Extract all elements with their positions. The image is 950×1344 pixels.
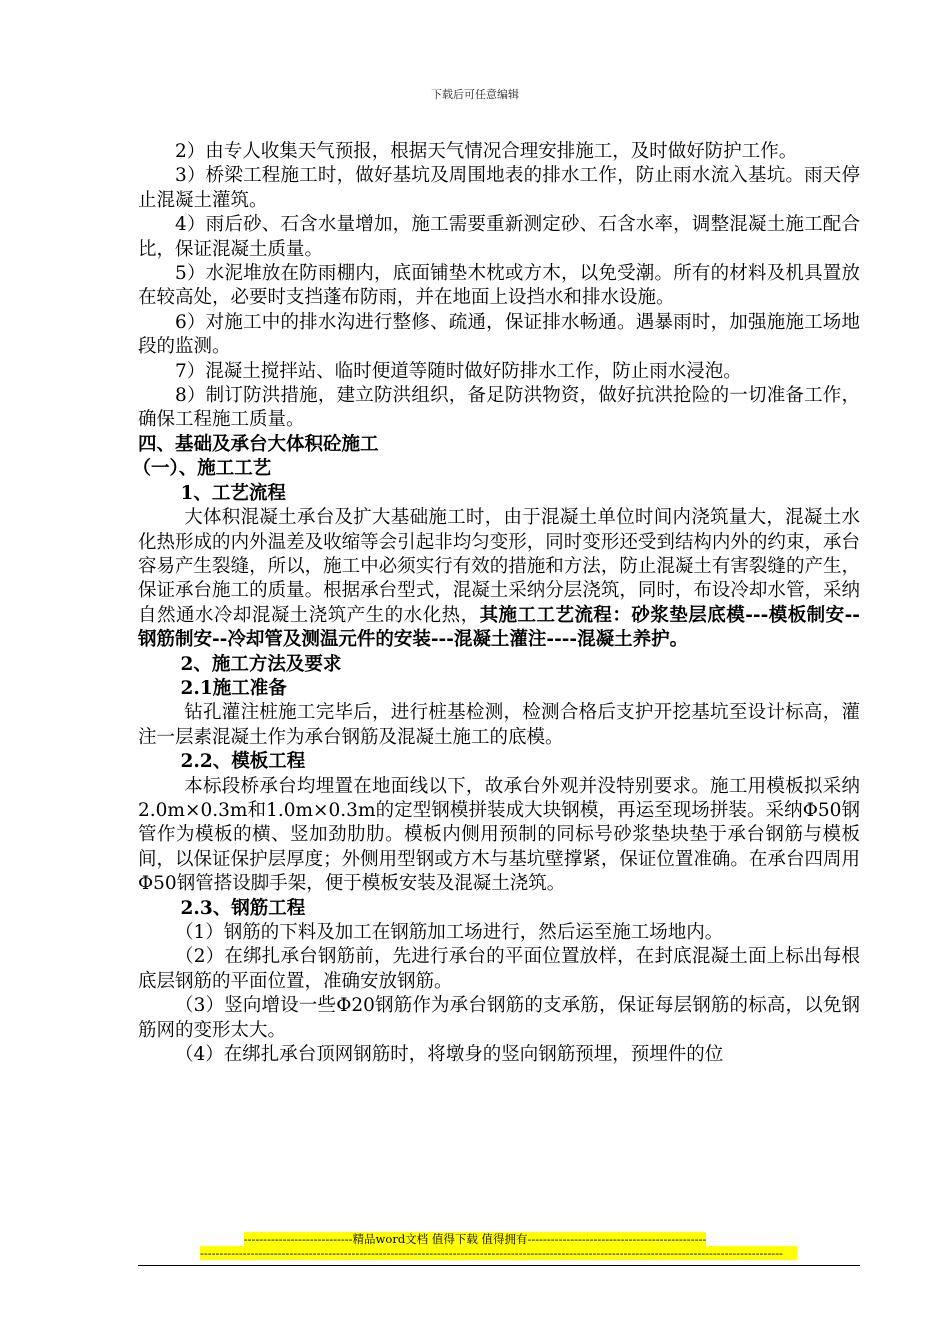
heading-rebar: 2.3、钢筋工程: [180, 897, 306, 919]
rebar-item-3: （3）竖向增设一些Φ20钢筋作为承台钢筋的支承筋，保证每层钢筋的标高，以免钢筋网的变形太大。: [138, 995, 860, 1041]
heading-preparation: 2.1施工准备: [180, 677, 287, 699]
heading-formwork: 2.2、模板工程: [180, 751, 306, 773]
footer-dash-line: ------------------------------------------------------------------------------------------------------------------------------------------------------: [200, 1246, 797, 1260]
page-header: 下载后可任意编辑: [431, 88, 519, 101]
process-flow-text: 大体积混凝土承台及扩大基础施工时，由于混凝土单位时间内浇筑量大，混凝土水化热形成的内外温差及收缩等会引起非均匀变形，同时变形还受到结构内外的约束，承台容易产生裂缝，所以，施工中必须实行有效的措施和方法，防止混凝土有害裂缝的产生，保证承台施工的质量。根据承台型式，混凝土采纳分层浇筑，同时，布设冷却水管，采纳自然通水冷却混凝土浇筑产生的水化热，: [138, 507, 860, 626]
paragraph-item-7: 7）混凝土搅拌站、临时便道等随时做好防排水工作，防止雨水浸泡。: [175, 360, 742, 382]
footer-banner-text: ----------------------------精品word文档 值得下载 值得拥有----------------------------------------------: [243, 1232, 707, 1246]
subsection-heading: （一）、施工工艺: [132, 458, 272, 480]
paragraph-item-8: 8）制订防洪措施，建立防洪组织，备足防洪物资，做好抗洪抢险的一切准备工作，确保工程施工质量。: [138, 385, 860, 431]
document-body: [132, 140, 860, 1067]
paragraph-item-6: 6）对施工中的排水沟进行整修、疏通，保证排水畅通。遇暴雨时，加强施施工场地段的监测。: [138, 311, 860, 358]
heading-process-flow: 1、工艺流程: [180, 482, 286, 504]
rebar-item-2: （2）在绑扎承台钢筋前，先进行承台的平面位置放样，在封底混凝土面上标出每根底层钢筋的平面位置，准确安放钢筋。: [138, 946, 860, 992]
rebar-item-4: （4）在绑扎承台顶网钢筋时，将墩身的竖向钢筋预埋，预埋件的位: [175, 1044, 724, 1066]
process-flow-paragraph: [138, 506, 860, 652]
footer-divider: [138, 1265, 860, 1266]
footer-banner: [0, 1231, 950, 1247]
preparation-paragraph: 钻孔灌注桩施工完毕后，进行桩基检测，检测合格后支护开挖基坑至设计标高，灌注一层素混凝土作为承台钢筋及混凝土施工的底模。: [138, 702, 860, 748]
paragraph-item-2: 2）由专人收集天气预报，根据天气情况合理安排施工，及时做好防护工作。: [175, 141, 798, 162]
heading-methods: 2、施工方法及要求: [180, 653, 342, 675]
paragraph-item-3: 3）桥梁工程施工时，做好基坑及周围地表的排水工作，防止雨水流入基坑。雨天停止混凝土灌筑。: [138, 165, 860, 211]
rebar-item-1: （1）钢筋的下料及加工在钢筋加工场进行，然后运至施工场地内。: [175, 922, 724, 943]
process-flow-bold-text: 其施工工艺流程：砂浆垫层底模---模板制安--钢筋制安--冷却管及测温元件的安装---混凝土灌注----混凝土养护。: [138, 604, 860, 651]
section-heading: 四、基础及承台大体积砼施工: [138, 433, 379, 455]
paragraph-item-4: 4）雨后砂、石含水量增加，施工需要重新测定砂、石含水率，调整混凝土施工配合比，保证混凝土质量。: [138, 214, 860, 260]
formwork-paragraph: 本标段桥承台均埋置在地面线以下，故承台外观并没特别要求。施工用模板拟采纳2.0m×0.3m和1.0m×0.3m的定型钢模拼装成大块钢模，再运至现场拼装。采纳Φ50钢管作为模板的横、竖加劲肋肋。模板内侧用预制的同标号砂浆垫块垫于承台钢筋与模板间，以保证保护层厚度；外侧用型钢或方木与基坑壁撑紧，保证位置准确。在承台四周用Φ50钢管搭设脚手架，便于模板安装及混凝土浇筑。: [138, 775, 860, 895]
paragraph-item-5: 5）水泥堆放在防雨棚内，底面铺垫木枕或方木，以免受潮。所有的材料及机具置放在较高处，必要时支挡蓬布防雨，并在地面上设挡水和排水设施。: [138, 263, 860, 309]
